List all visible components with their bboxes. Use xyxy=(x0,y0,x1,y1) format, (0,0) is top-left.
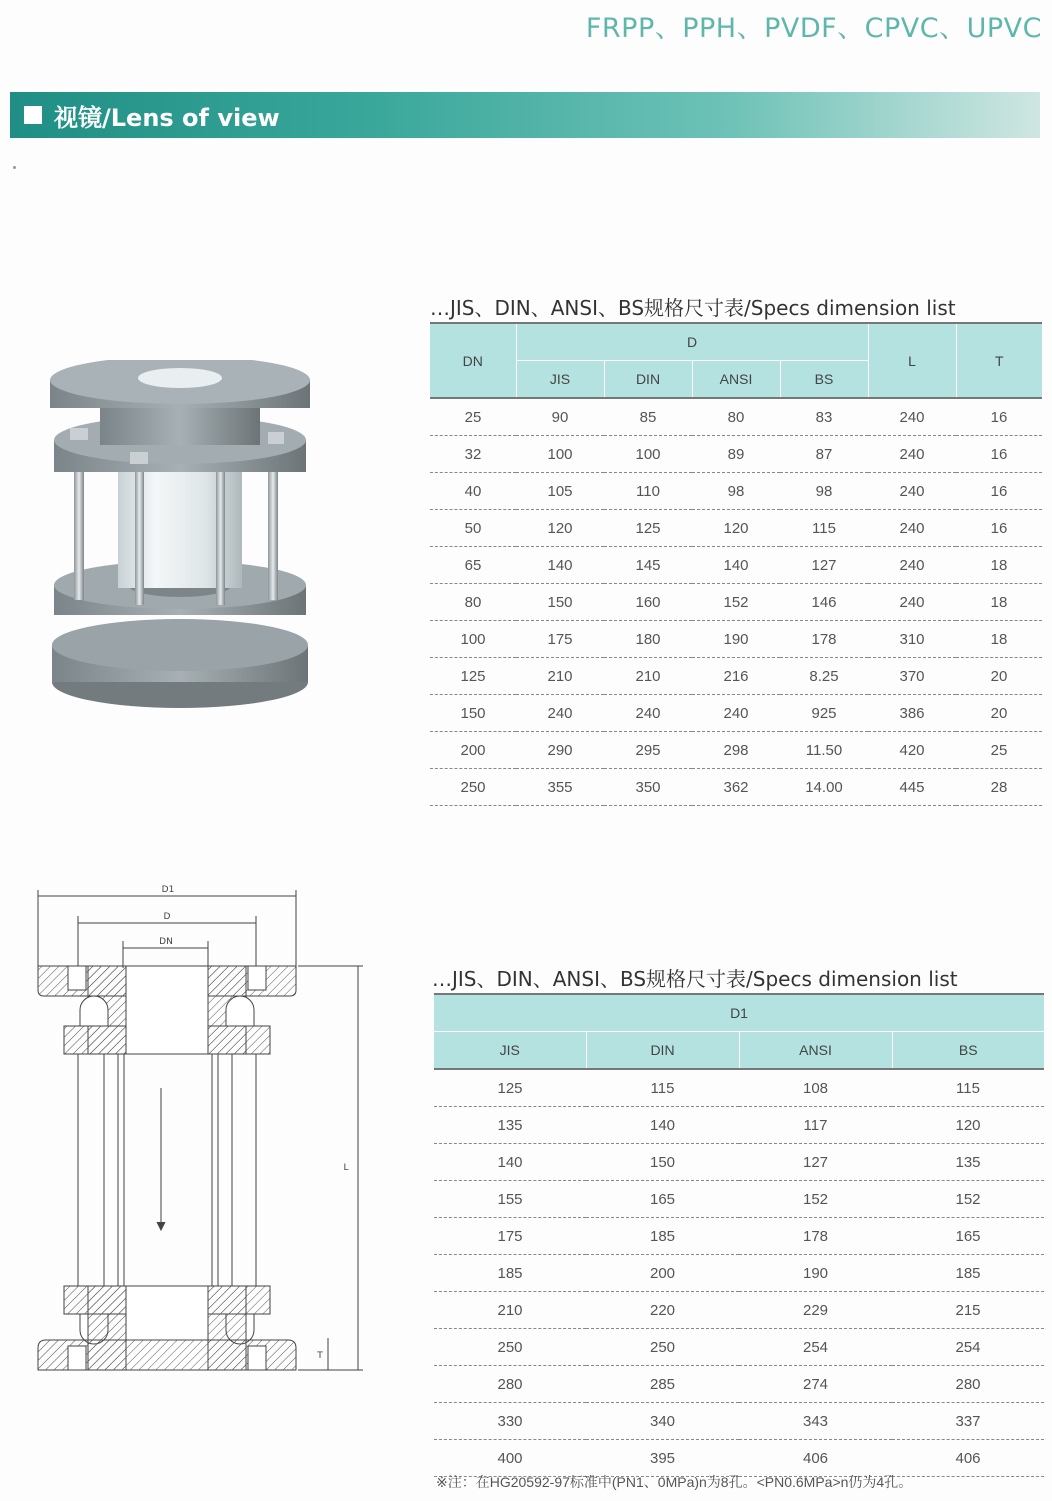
table-cell: 240 xyxy=(868,510,956,547)
table-cell: 18 xyxy=(956,547,1042,584)
table-cell: 115 xyxy=(586,1069,739,1107)
table-cell: 254 xyxy=(739,1329,892,1366)
table-cell: 18 xyxy=(956,584,1042,621)
head-dn: DN xyxy=(430,323,516,398)
table-cell: 150 xyxy=(516,584,604,621)
table-cell: 140 xyxy=(692,547,780,584)
dimension-table-d xyxy=(430,322,1042,806)
table-cell: 175 xyxy=(516,621,604,658)
table-cell: 370 xyxy=(868,658,956,695)
table-cell: 152 xyxy=(739,1181,892,1218)
table-row xyxy=(430,732,1042,769)
table-cell: 135 xyxy=(434,1107,586,1144)
table-cell: 190 xyxy=(739,1255,892,1292)
table-cell: 175 xyxy=(434,1218,586,1255)
table-cell: 16 xyxy=(956,473,1042,510)
table-cell: 100 xyxy=(430,621,516,658)
section-title: 视镜/Lens of view xyxy=(54,103,280,132)
table-cell: 355 xyxy=(516,769,604,806)
table-cell: 135 xyxy=(892,1144,1044,1181)
table-cell: 216 xyxy=(692,658,780,695)
table-row xyxy=(434,1069,1044,1107)
table-cell: 89 xyxy=(692,436,780,473)
table-cell: 395 xyxy=(586,1440,739,1477)
table-row xyxy=(430,547,1042,584)
table-cell: 337 xyxy=(892,1403,1044,1440)
table-cell: 140 xyxy=(434,1144,586,1181)
square-bullet-icon xyxy=(24,106,42,124)
table-cell: 240 xyxy=(692,695,780,732)
table-row xyxy=(430,436,1042,473)
table-row xyxy=(430,769,1042,806)
table-cell: 240 xyxy=(868,473,956,510)
table-row xyxy=(430,695,1042,732)
table-cell: 200 xyxy=(586,1255,739,1292)
table-cell: 185 xyxy=(434,1255,586,1292)
table-cell: 254 xyxy=(892,1329,1044,1366)
subhead-jis: JIS xyxy=(434,1032,586,1070)
table-cell: 150 xyxy=(430,695,516,732)
table-row xyxy=(430,510,1042,547)
label-d1: D1 xyxy=(161,885,175,895)
stray-dot xyxy=(13,166,16,169)
table-cell: 11.50 xyxy=(780,732,868,769)
footnote: ※注：在HG20592-97标准中(PN1、0MPa)n为8孔。<PN0.6MPa>n仍为4孔。 xyxy=(436,1474,913,1490)
subhead-bs: BS xyxy=(780,361,868,399)
table-cell: 125 xyxy=(604,510,692,547)
table-cell: 145 xyxy=(604,547,692,584)
table-cell: 240 xyxy=(604,695,692,732)
table-cell: 250 xyxy=(434,1329,586,1366)
table-cell: 160 xyxy=(604,584,692,621)
table-cell: 98 xyxy=(692,473,780,510)
table-cell: 120 xyxy=(892,1107,1044,1144)
table-cell: 105 xyxy=(516,473,604,510)
table-cell: 50 xyxy=(430,510,516,547)
table-row xyxy=(434,1292,1044,1329)
table-cell: 185 xyxy=(892,1255,1044,1292)
table-cell: 210 xyxy=(434,1292,586,1329)
table-cell: 240 xyxy=(868,436,956,473)
table-cell: 146 xyxy=(780,584,868,621)
table-row xyxy=(434,1366,1044,1403)
table-row xyxy=(430,621,1042,658)
table-cell: 83 xyxy=(780,398,868,436)
table-cell: 127 xyxy=(739,1144,892,1181)
table-cell: 98 xyxy=(780,473,868,510)
table-cell: 65 xyxy=(430,547,516,584)
subhead-ansi: ANSI xyxy=(739,1032,892,1070)
table-cell: 250 xyxy=(586,1329,739,1366)
table-cell: 80 xyxy=(430,584,516,621)
table-row xyxy=(434,1440,1044,1477)
table-cell: 178 xyxy=(739,1218,892,1255)
table-cell: 229 xyxy=(739,1292,892,1329)
table-row xyxy=(430,473,1042,510)
table-cell: 215 xyxy=(892,1292,1044,1329)
table-cell: 25 xyxy=(956,732,1042,769)
subhead-bs: BS xyxy=(892,1032,1044,1070)
table-cell: 274 xyxy=(739,1366,892,1403)
table-cell: 280 xyxy=(892,1366,1044,1403)
table-cell: 100 xyxy=(604,436,692,473)
table-cell: 240 xyxy=(868,398,956,436)
section-banner xyxy=(10,92,1040,138)
sight-glass-drawing xyxy=(28,878,378,1398)
table-row xyxy=(434,1255,1044,1292)
label-t: T xyxy=(317,1351,323,1361)
head-d-group: D xyxy=(516,323,868,361)
table-cell: 18 xyxy=(956,621,1042,658)
table-cell: 100 xyxy=(516,436,604,473)
table-cell: 90 xyxy=(516,398,604,436)
table-row xyxy=(434,1144,1044,1181)
table-cell: 140 xyxy=(516,547,604,584)
dimension-table-d1 xyxy=(434,993,1044,1477)
table-cell: 280 xyxy=(434,1366,586,1403)
table-cell: 20 xyxy=(956,658,1042,695)
table-cell: 340 xyxy=(586,1403,739,1440)
table-cell: 362 xyxy=(692,769,780,806)
table-cell: 16 xyxy=(956,436,1042,473)
table-cell: 178 xyxy=(780,621,868,658)
head-l: L xyxy=(868,323,956,398)
table-cell: 20 xyxy=(956,695,1042,732)
table-cell: 165 xyxy=(892,1218,1044,1255)
table-cell: 240 xyxy=(516,695,604,732)
table-cell: 298 xyxy=(692,732,780,769)
table-cell: 165 xyxy=(586,1181,739,1218)
table-cell: 180 xyxy=(604,621,692,658)
table1-caption: …JIS、DIN、ANSI、BS规格尺寸表/Specs dimension list xyxy=(430,296,956,320)
table-cell: 310 xyxy=(868,621,956,658)
table-cell: 120 xyxy=(692,510,780,547)
table-cell: 190 xyxy=(692,621,780,658)
table-cell: 117 xyxy=(739,1107,892,1144)
table-cell: 210 xyxy=(604,658,692,695)
table-cell: 87 xyxy=(780,436,868,473)
head-d1-group: D1 xyxy=(434,994,1044,1032)
table-cell: 115 xyxy=(780,510,868,547)
table-cell: 28 xyxy=(956,769,1042,806)
table-cell: 40 xyxy=(430,473,516,510)
table-cell: 400 xyxy=(434,1440,586,1477)
table-cell: 127 xyxy=(780,547,868,584)
table-cell: 350 xyxy=(604,769,692,806)
table-cell: 140 xyxy=(586,1107,739,1144)
label-dn: DN xyxy=(159,937,173,947)
table-row xyxy=(434,1107,1044,1144)
table-cell: 240 xyxy=(868,584,956,621)
table-cell: 110 xyxy=(604,473,692,510)
table-cell: 25 xyxy=(430,398,516,436)
table-cell: 152 xyxy=(692,584,780,621)
table-cell: 155 xyxy=(434,1181,586,1218)
table-row xyxy=(430,398,1042,436)
table-cell: 406 xyxy=(739,1440,892,1477)
table-row xyxy=(430,584,1042,621)
table-cell: 210 xyxy=(516,658,604,695)
subhead-din: DIN xyxy=(586,1032,739,1070)
table-cell: 295 xyxy=(604,732,692,769)
table-cell: 406 xyxy=(892,1440,1044,1477)
head-t: T xyxy=(956,323,1042,398)
table-row xyxy=(434,1329,1044,1366)
table-cell: 8.25 xyxy=(780,658,868,695)
table-cell: 240 xyxy=(868,547,956,584)
table-row xyxy=(434,1181,1044,1218)
table-cell: 290 xyxy=(516,732,604,769)
table-cell: 445 xyxy=(868,769,956,806)
table-cell: 343 xyxy=(739,1403,892,1440)
table-row xyxy=(434,1403,1044,1440)
table-cell: 386 xyxy=(868,695,956,732)
table-cell: 85 xyxy=(604,398,692,436)
table-row xyxy=(430,658,1042,695)
label-l: L xyxy=(343,1163,349,1173)
table2-caption: …JIS、DIN、ANSI、BS规格尺寸表/Specs dimension list xyxy=(432,967,958,991)
table-cell: 250 xyxy=(430,769,516,806)
table-cell: 185 xyxy=(586,1218,739,1255)
table-cell: 120 xyxy=(516,510,604,547)
table-cell: 108 xyxy=(739,1069,892,1107)
table-cell: 420 xyxy=(868,732,956,769)
table-cell: 125 xyxy=(430,658,516,695)
table-cell: 220 xyxy=(586,1292,739,1329)
sight-glass-photo xyxy=(40,360,320,710)
table-cell: 125 xyxy=(434,1069,586,1107)
table-cell: 16 xyxy=(956,510,1042,547)
table-cell: 925 xyxy=(780,695,868,732)
table-cell: 80 xyxy=(692,398,780,436)
subhead-din: DIN xyxy=(604,361,692,399)
table-cell: 330 xyxy=(434,1403,586,1440)
table-cell: 16 xyxy=(956,398,1042,436)
materials-list: FRPP、PPH、PVDF、CPVC、UPVC xyxy=(585,13,1042,44)
table-cell: 32 xyxy=(430,436,516,473)
subhead-ansi: ANSI xyxy=(692,361,780,399)
subhead-jis: JIS xyxy=(516,361,604,399)
label-d: D xyxy=(163,912,171,922)
table-cell: 152 xyxy=(892,1181,1044,1218)
table-row xyxy=(434,1218,1044,1255)
table-cell: 150 xyxy=(586,1144,739,1181)
table-cell: 200 xyxy=(430,732,516,769)
table-cell: 115 xyxy=(892,1069,1044,1107)
table-cell: 14.00 xyxy=(780,769,868,806)
table-cell: 285 xyxy=(586,1366,739,1403)
